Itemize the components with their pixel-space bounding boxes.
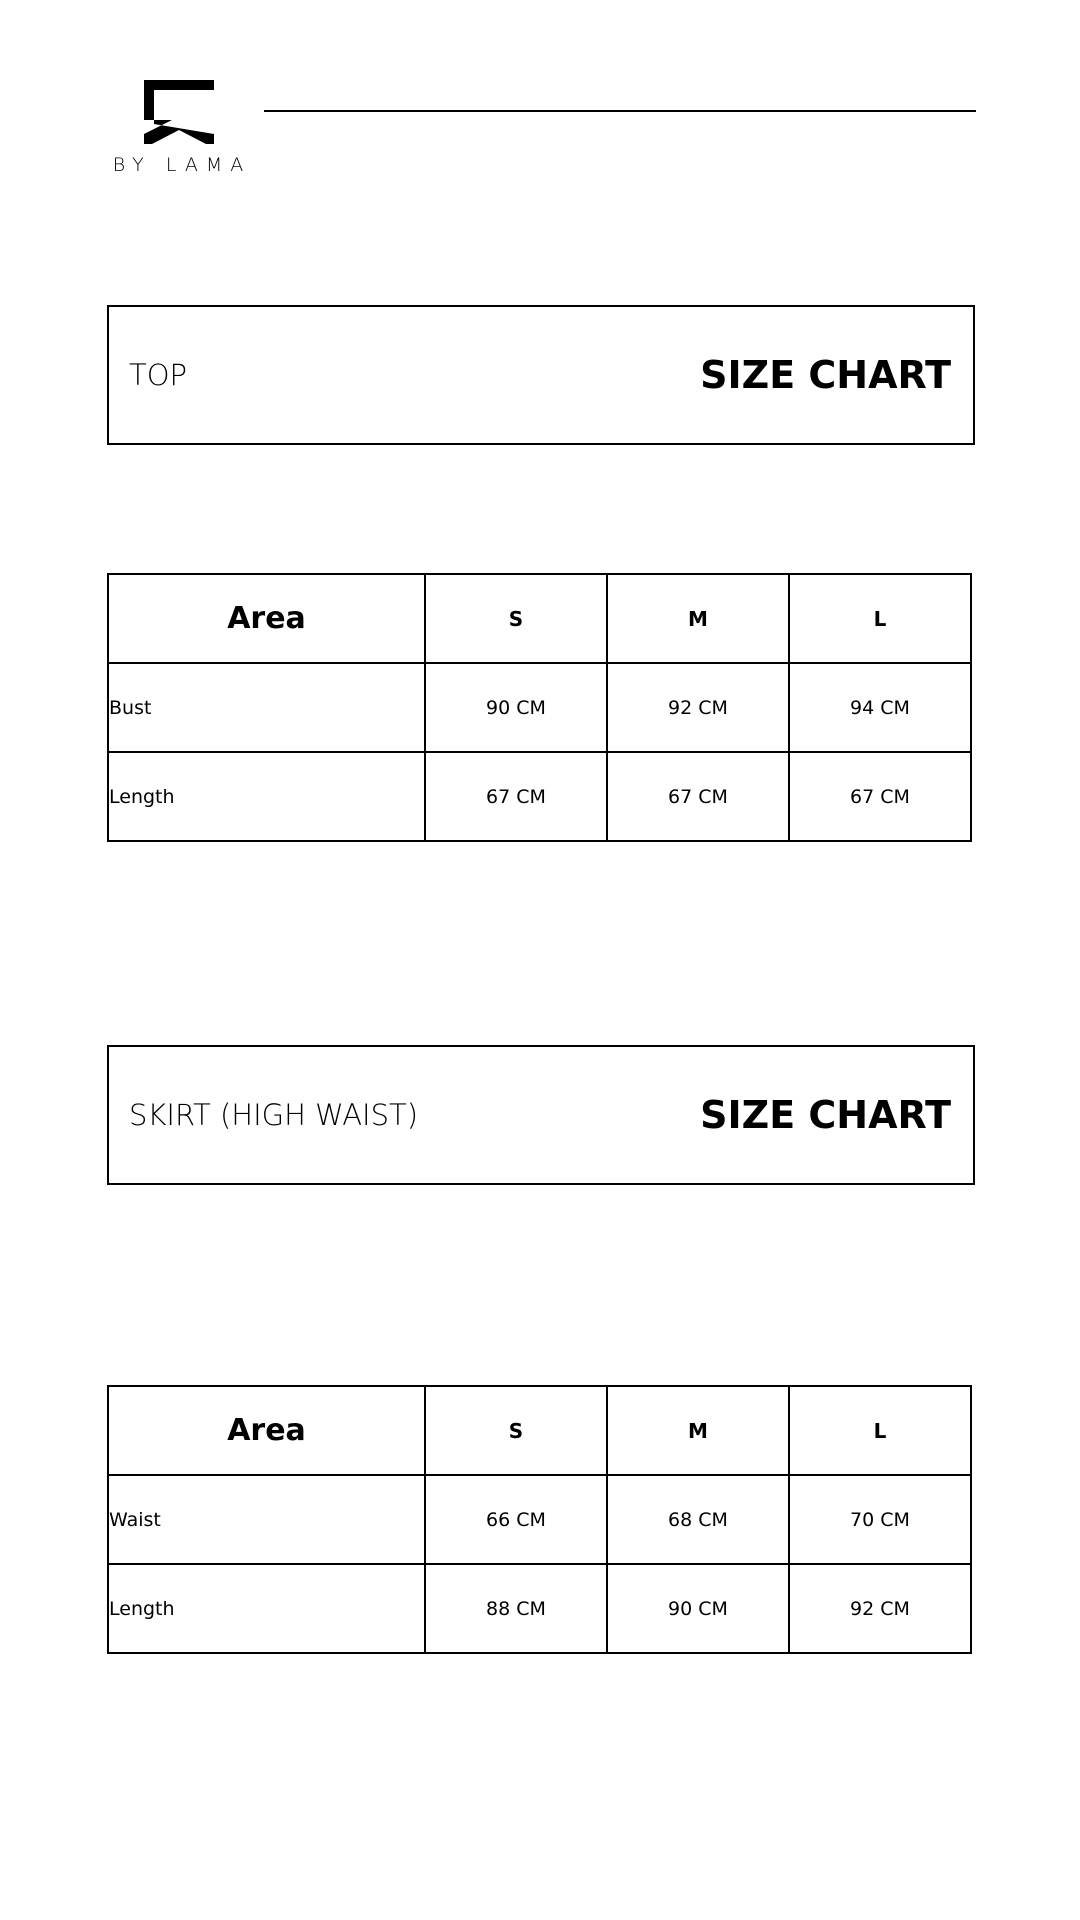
column-header-s: S (425, 574, 607, 663)
top-size-table (107, 573, 972, 842)
row-label: Waist (108, 1475, 425, 1564)
header-divider (264, 110, 976, 112)
brand-logo (108, 80, 256, 180)
column-header-l: L (789, 574, 971, 663)
table-cell: 94 CM (789, 663, 971, 752)
column-header-s: S (425, 1386, 607, 1475)
table-row (108, 752, 971, 841)
top-size-chart-banner (107, 305, 975, 445)
table-cell: 92 CM (789, 1564, 971, 1653)
table-cell: 70 CM (789, 1475, 971, 1564)
table-cell: 67 CM (607, 752, 789, 841)
table-header-row (108, 1386, 971, 1475)
row-label: Bust (108, 663, 425, 752)
banner-category-label: SKIRT (HIGH WAIST) (129, 1098, 419, 1132)
skirt-size-table (107, 1385, 972, 1654)
table-row (108, 1475, 971, 1564)
table-cell: 90 CM (607, 1564, 789, 1653)
column-header-area: Area (108, 574, 425, 663)
table-cell: 88 CM (425, 1564, 607, 1653)
table-cell: 90 CM (425, 663, 607, 752)
row-label: Length (108, 1564, 425, 1653)
table-row (108, 663, 971, 752)
banner-title: SIZE CHART (700, 353, 951, 397)
banner-title: SIZE CHART (700, 1093, 951, 1137)
banner-category-label: TOP (129, 358, 188, 392)
row-label: Length (108, 752, 425, 841)
table-row (108, 1564, 971, 1653)
table-cell: 67 CM (425, 752, 607, 841)
table-cell: 68 CM (607, 1475, 789, 1564)
column-header-l: L (789, 1386, 971, 1475)
table-cell: 67 CM (789, 752, 971, 841)
column-header-m: M (607, 1386, 789, 1475)
column-header-m: M (607, 574, 789, 663)
column-header-area: Area (108, 1386, 425, 1475)
table-cell: 66 CM (425, 1475, 607, 1564)
table-header-row (108, 574, 971, 663)
brand-name: BY LAMA (112, 154, 252, 176)
table-cell: 92 CM (607, 663, 789, 752)
brand-logo-icon (144, 80, 214, 144)
skirt-size-chart-banner (107, 1045, 975, 1185)
